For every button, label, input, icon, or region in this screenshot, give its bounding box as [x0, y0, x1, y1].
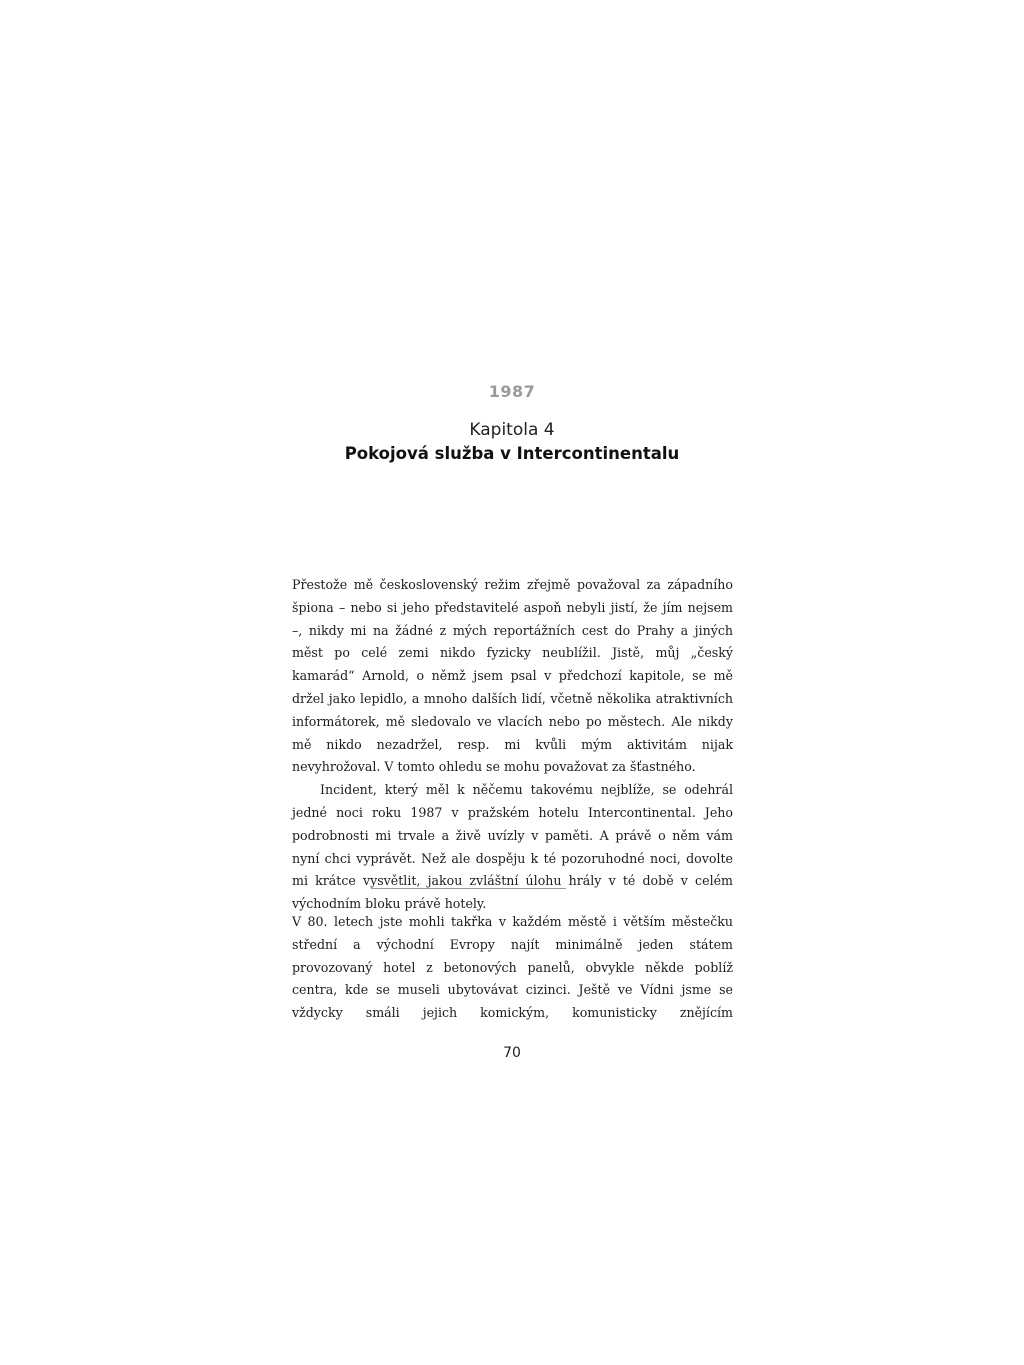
chapter-title: Pokojová služba v Intercontinentalu	[344, 444, 680, 463]
paragraph: V 80. letech jste mohli takřka v každém městě i větším městečku střední a východní Evropy najít minimálně jeden státem provozovaný hotel z betonových panelů, obvykle někde poblíž centra, kde se museli ubytovávat cizinci. Ještě ve Vídni jsme se vždycky smáli jejich komickým, komunisticky znějícím	[292, 914, 733, 1021]
paragraph: Přestože mě československý režim zřejmě považoval za západního špiona – nebo si jeho představitelé aspoň nebyli jistí, že jím nejsem –, nikdy mi na žádné z mých reportážních cest do Prahy a jiných měst po celé zemi nikdo fyzicky neublížil. Jistě, můj „český kamarád“ Arnold, o němž jsem psal v předchozí kapitole, se mě držel jako lepidlo, a mnoho dalších lidí, včetně několika atraktivních informátorek, mě sledovalo ve vlacích nebo po městech. Ale nikdy mě nikdo nezadržel, resp. mi kvůli mým aktivitám nijak nevyhrožoval. V tomto ohledu se mohu považovat za šťastného.	[292, 577, 733, 775]
paragraph: Incident, který měl k něčemu takovému nejblíže, se odehrál jedné noci roku 1987 v pražském hotelu Intercontinental. Jeho podrobnosti mi trvale a živě uvízly v paměti. A právě o něm vám nyní chci vyprávět. Než ale dospěju k té pozoruhodné noci, dovolte mi krátce vysvětlit, jakou zvláštní úlohu hrály v té době v celém východním bloku právě hotely.	[292, 782, 733, 912]
section-divider	[371, 888, 566, 889]
opening-section	[292, 574, 733, 916]
second-section	[292, 911, 733, 1025]
chapter-label: Kapitola 4	[469, 420, 555, 440]
page-number: 70	[503, 1045, 521, 1061]
chapter-year: 1987	[488, 382, 536, 401]
